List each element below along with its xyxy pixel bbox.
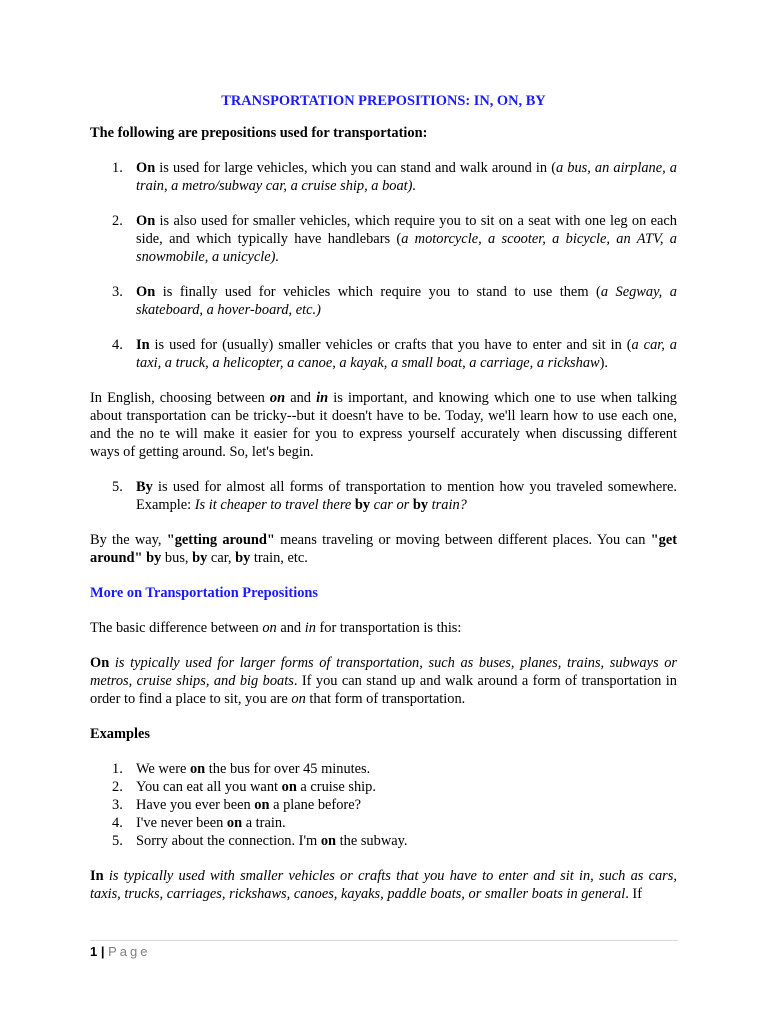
keyword: in xyxy=(304,620,316,636)
example-item xyxy=(90,814,677,832)
paragraph-basic-difference xyxy=(90,619,677,637)
example-item xyxy=(90,796,677,814)
text-run: Sorry about the connection. I'm xyxy=(136,833,321,849)
text-run: You can eat all you want xyxy=(136,779,282,795)
page-number: 1 xyxy=(90,944,98,959)
text-run: is important, and knowing which one to use when talking about transportation can be tricky--but it doesn't have to be. Today, we'll learn how to use each one, and the no te will make it easier for you to express yourself accurately when discussing different ways of getting around. So, let's begin. xyxy=(90,390,677,460)
keyword: "get around" by xyxy=(90,532,678,566)
keyword: In xyxy=(90,868,104,884)
preposition-list-continued xyxy=(90,478,677,514)
italic-text: is typically used with smaller vehicles or crafts that you have to enter and sit in, such as cars, taxis, trucks, carriages, rickshaws, canoes, kayaks, paddle boats, or smaller boats in general xyxy=(90,868,677,902)
example-item xyxy=(90,832,677,850)
text-run: Have you ever been xyxy=(136,797,255,813)
example-text: Is it cheaper to travel there xyxy=(194,497,355,513)
list-examples: a car, a taxi, a truck, a helicopter, a canoe, a kayak, a small boat, a carriage, a rickshaw xyxy=(136,337,677,371)
list-number: 4. xyxy=(112,815,123,831)
list-text: is used for (usually) smaller vehicles or crafts that you have to enter and sit in ( xyxy=(149,337,632,353)
list-number: 1. xyxy=(112,761,123,777)
keyword: on xyxy=(226,815,243,831)
list-item xyxy=(90,283,677,319)
document-body xyxy=(90,92,677,920)
paragraph-getting-around xyxy=(90,531,677,567)
text-run: car, xyxy=(207,550,236,566)
keyword: "getting around" xyxy=(166,532,275,548)
intro-heading: The following are prepositions used for transportation: xyxy=(90,125,428,141)
text-run: that form of transportation. xyxy=(305,691,466,707)
keyword: in xyxy=(316,390,329,406)
list-end: ). xyxy=(599,355,609,371)
keyword: on xyxy=(320,833,337,849)
paragraph-choosing xyxy=(90,389,677,461)
text-run: I've never been xyxy=(136,815,227,831)
list-number: 2. xyxy=(112,779,123,795)
page-title: TRANSPORTATION PREPOSITIONS: IN, ON, BY xyxy=(221,93,546,109)
text-run: train, etc. xyxy=(250,550,308,566)
text-run: By the way, xyxy=(90,532,167,548)
text-run: a plane before? xyxy=(269,797,361,813)
footer-separator: | xyxy=(97,944,109,959)
text-run: the subway. xyxy=(336,833,408,849)
text-run: means traveling or moving between different places. You can xyxy=(274,532,651,548)
keyword: On xyxy=(136,213,156,229)
keyword: On xyxy=(90,655,110,671)
section-heading: More on Transportation Prepositions xyxy=(90,585,318,601)
text-run: a cruise ship. xyxy=(296,779,376,795)
list-text: is used for almost all forms of transportation to mention how you traveled somewhere. Example: xyxy=(136,479,677,513)
text-run: and xyxy=(276,620,305,636)
keyword: by xyxy=(412,497,429,513)
keyword: on xyxy=(254,797,270,813)
list-number: 3. xyxy=(112,284,123,300)
text-run: the bus for over 45 minutes. xyxy=(205,761,371,777)
italic-text: is typically used for larger forms of transportation, such as buses, planes, trains, subways or metros, cruise ships, and big boats xyxy=(90,655,677,689)
list-item xyxy=(90,336,677,372)
list-item xyxy=(90,212,677,266)
keyword: In xyxy=(136,337,150,353)
keyword: by xyxy=(354,497,371,513)
text-run: and xyxy=(285,390,317,406)
keyword: by xyxy=(235,550,251,566)
text-run: bus, xyxy=(161,550,193,566)
text-run: for transportation is this: xyxy=(315,620,462,636)
keyword: on xyxy=(269,390,286,406)
keyword: by xyxy=(192,550,208,566)
examples-heading: Examples xyxy=(90,726,150,742)
preposition-list xyxy=(90,159,677,372)
keyword: On xyxy=(136,284,156,300)
keyword: on xyxy=(189,761,206,777)
paragraph-on-definition xyxy=(90,654,677,708)
list-number: 3. xyxy=(112,797,123,813)
keyword: on xyxy=(281,779,297,795)
page-label: Page xyxy=(108,944,151,959)
list-examples: a Segway, a skateboard, a hover-board, etc.) xyxy=(136,284,677,318)
example-text: car or xyxy=(370,497,413,513)
text-run: In English, choosing between xyxy=(90,390,270,406)
example-item xyxy=(90,760,677,778)
list-text: is also used for smaller vehicles, which require you to sit on a seat with one leg on each side, and which typically have handlebars ( xyxy=(136,213,677,247)
text-run: . If you can stand up and walk around a form of transportation in order to find a place to sit, you are xyxy=(90,673,677,707)
keyword: On xyxy=(136,160,156,176)
list-examples: a bus, an airplane, a train, a metro/subway car, a cruise ship, a boat). xyxy=(136,160,677,194)
list-number: 1. xyxy=(112,160,123,176)
keyword: on xyxy=(262,620,277,636)
example-item xyxy=(90,778,677,796)
examples-list xyxy=(90,760,677,850)
paragraph-in-definition xyxy=(90,867,677,903)
list-text: is used for large vehicles, which you can stand and walk around in ( xyxy=(155,160,556,176)
list-number: 4. xyxy=(112,337,123,353)
list-number: 5. xyxy=(112,479,123,495)
list-text: is finally used for vehicles which require you to stand to use them ( xyxy=(155,284,601,300)
example-text: train? xyxy=(428,497,467,513)
list-examples: a motorcycle, a scooter, a bicycle, an ATV, a snowmobile, a unicycle). xyxy=(136,231,677,265)
text-run: . If xyxy=(625,886,642,902)
text-run: a train. xyxy=(242,815,286,831)
keyword: on xyxy=(291,691,306,707)
list-number: 2. xyxy=(112,213,123,229)
keyword: By xyxy=(136,479,153,495)
text-run: The basic difference between xyxy=(90,620,263,636)
list-item xyxy=(90,159,677,195)
list-number: 5. xyxy=(112,833,123,849)
list-item xyxy=(90,478,677,514)
page-footer xyxy=(90,940,678,961)
text-run: We were xyxy=(136,761,190,777)
